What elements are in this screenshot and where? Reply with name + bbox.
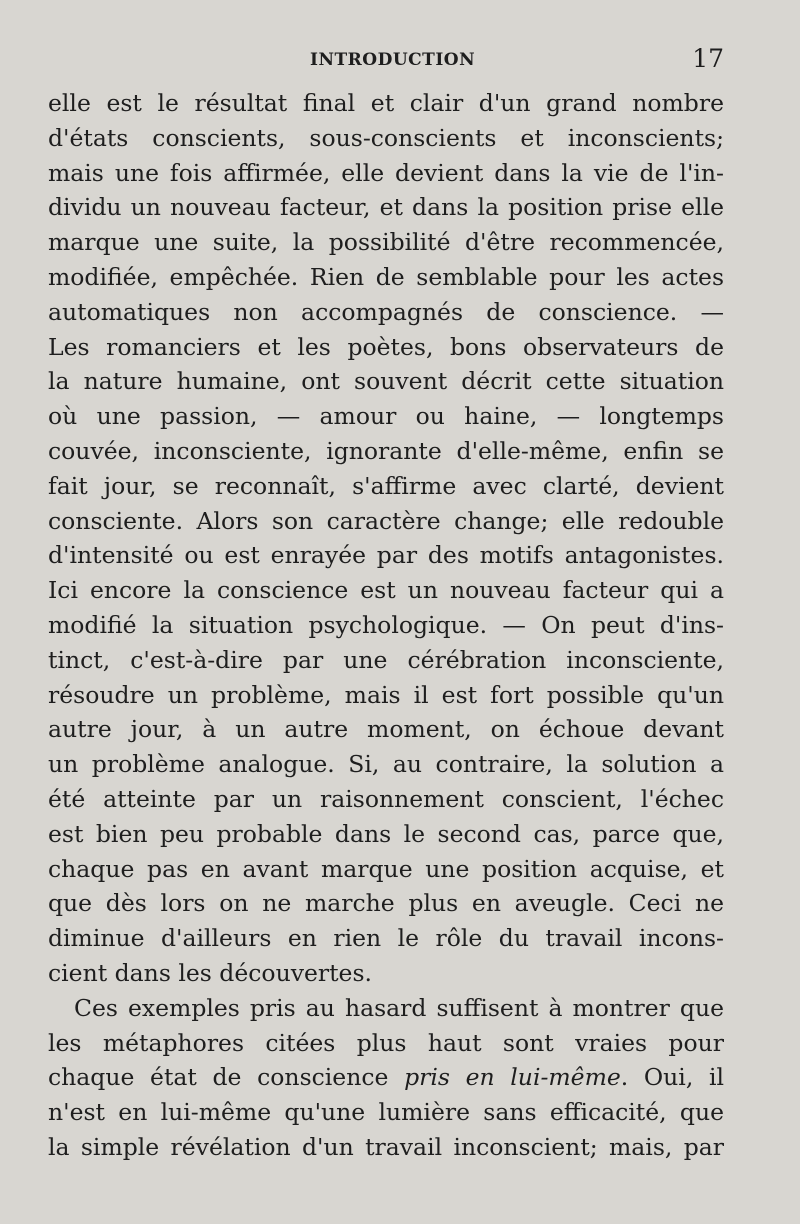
text-line: modifié la situation psychologique. — On peut d'ins- (48, 610, 724, 639)
text-line: un problème analogue. Si, au contraire, la solution a (48, 750, 724, 779)
text-line: que dès lors on ne marche plus en aveugle. Ceci ne (48, 889, 724, 918)
text-line: automatiques non accompagnés de conscience. — (48, 297, 724, 326)
text-line: la nature humaine, ont souvent décrit cette situation (48, 367, 724, 396)
text-line: d'intensité ou est enrayée par des motifs antagonistes. (48, 541, 724, 570)
text-line: chaque pas en avant marque une position acquise, et (48, 854, 724, 883)
running-head: INTRODUCTION (310, 50, 476, 70)
text-line: fait jour, se reconnaît, s'affirme avec clarté, devient (48, 471, 724, 500)
text-line: diminue d'ailleurs en rien le rôle du travail incons- (48, 924, 724, 953)
text-line: Les romanciers et les poètes, bons observateurs de (48, 332, 724, 361)
text-line: est bien peu probable dans le second cas, parce que, (48, 819, 724, 848)
text-line: tinct, c'est-à-dire par une cérébration inconsciente, (48, 645, 724, 674)
page-header (48, 46, 724, 76)
paragraph-2-line: n'est en lui-même qu'une lumière sans efficacité, que (48, 1098, 724, 1127)
text-line: modifiée, empêchée. Rien de semblable pour les actes (48, 262, 724, 291)
paragraph-2-line (48, 1060, 724, 1095)
text-line: d'états conscients, sous-conscients et inconscients; (48, 123, 724, 152)
body-text (48, 86, 724, 1165)
text-line: dividu un nouveau facteur, et dans la position prise elle (48, 193, 724, 222)
text-line: mais une fois affirmée, elle devient dans la vie de l'in- (48, 158, 724, 187)
text-line: résoudre un problème, mais il est fort possible qu'un (48, 680, 724, 709)
text-line: autre jour, à un autre moment, on échoue devant (48, 715, 724, 744)
text-run: . Oui, il (620, 1063, 724, 1092)
text-line: marque une suite, la possibilité d'être recommencée, (48, 228, 724, 257)
text-line: où une passion, — amour ou haine, — longtemps (48, 402, 724, 431)
text-line: couvée, inconsciente, ignorante d'elle-même, enfin se (48, 436, 724, 465)
text-line: Ici encore la conscience est un nouveau facteur qui a (48, 576, 724, 605)
paragraph-2-line: la simple révélation d'un travail inconscient; mais, par (48, 1132, 724, 1161)
paragraph-2-line: Ces exemples pris au hasard suffisent à montrer que (74, 993, 724, 1022)
text-line: consciente. Alors son caractère change; elle redouble (48, 506, 724, 535)
text-line: été atteinte par un raisonnement conscient, l'échec (48, 784, 724, 813)
text-run: chaque état de conscience (48, 1063, 405, 1092)
paragraph-2-line: les métaphores citées plus haut sont vraies pour (48, 1028, 724, 1057)
text-line: cient dans les découvertes. (48, 958, 372, 987)
italic-phrase: pris en lui-même (404, 1063, 621, 1092)
page-number: 17 (692, 44, 724, 73)
text-line: elle est le résultat final et clair d'un grand nombre (48, 89, 724, 117)
